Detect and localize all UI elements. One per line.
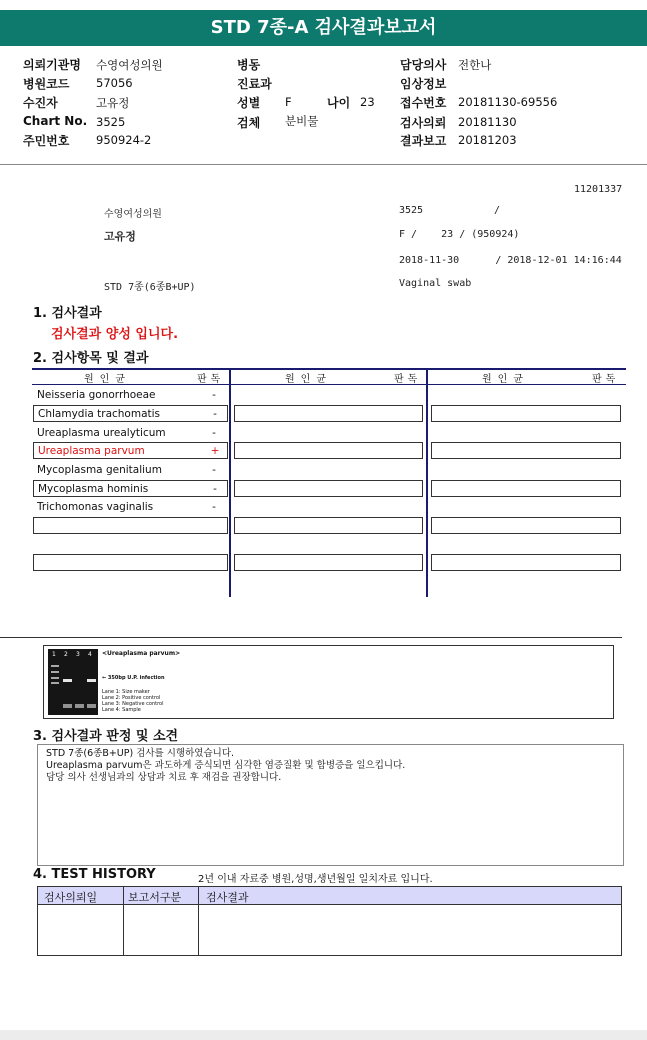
col-judge-header-1: 판독 [197,374,225,385]
gel-caption: <Ureaplasma parvum> [102,650,181,657]
print-sex-age: F / 23 / (950924) [399,229,520,240]
empty-result-box [234,480,423,497]
report-title: STD 7종-A 검사결과보고서 [0,10,647,46]
chart-no-value: 3525 [96,115,126,129]
organism-row [33,462,228,479]
organism-row [33,499,228,516]
resident-no-value: 950924-2 [96,133,152,147]
age-value: 23 [360,95,375,109]
chart-no-label: Chart No. [23,114,88,128]
history-col-header: 검사의뢰일 [44,891,98,904]
positive-control-band [63,679,72,682]
organism-result: - [212,464,216,476]
gel-band-label: ← 350bp U.P. infection [102,675,165,681]
opinion-line: Ureaplasma parvum은 과도하게 증식되면 심각한 염증질환 및 합병증을 일으킵니다. [46,760,406,771]
lane-label: 4 [88,651,92,658]
opinion-line: STD 7종(6종B+UP) 검사를 시행하였습니다. [46,748,235,759]
receipt-no-value: 20181130-69556 [458,95,558,109]
print-test: STD 7종(6종B+UP) [104,282,196,293]
gel-legend-item: Lane 2: Positive control [102,695,161,701]
col-judge-header-2: 판독 [394,374,422,385]
sample-band [87,679,96,682]
print-chart: 3525 [399,205,424,216]
col-organism-header-1: 원인균 [84,374,131,385]
department-label: 진료과 [237,77,272,91]
header-divider [0,164,647,165]
organism-row [33,480,228,497]
marker-band [51,665,59,667]
marker-band [51,671,59,673]
organism-result: + [210,445,220,457]
primer-band [75,704,84,708]
print-hospital: 수영여성의원 [104,209,162,220]
hospital-code-value: 57056 [96,76,133,90]
empty-result-box [431,554,621,571]
print-dates: 2018-11-30 / 2018-12-01 14:16:44 [399,255,622,266]
section4-heading: 4. TEST HISTORY [33,867,156,882]
empty-result-box [431,517,621,534]
organism-name: Mycoplasma hominis [38,483,149,495]
organism-name: Trichomonas vaginalis [37,501,154,513]
report-date-value: 20181203 [458,133,517,147]
empty-result-box [431,405,621,422]
opinion-box [37,744,624,866]
gel-legend-item: Lane 4: Sample [102,707,141,713]
history-col-header: 검사결과 [206,891,249,904]
organism-name: Chlamydia trachomatis [38,408,161,420]
report-date-label: 결과보고 [400,134,447,148]
section1-heading: 1. 검사결과 [33,306,102,321]
sex-value: F [285,95,292,109]
section2-heading: 2. 검사항목 및 결과 [33,351,149,366]
doctor-value: 전한나 [458,58,492,72]
patient-value: 고유정 [96,96,130,110]
col-organism-header-2: 원인균 [285,374,332,385]
organism-result: - [213,408,217,420]
organism-result: - [213,483,217,495]
organism-row [33,405,228,422]
empty-result-box [234,554,423,571]
clinical-info-label: 임상정보 [400,77,447,91]
primer-band [87,704,96,708]
print-patient: 고유정 [104,230,136,243]
empty-result-box [234,405,423,422]
empty-result-box [431,480,621,497]
positive-result-text: 검사결과 양성 입니다. [51,327,179,342]
history-note: 2년 이내 자료중 병원,성명,생년월일 일치자료 입니다. [198,874,433,885]
marker-band [51,682,59,684]
print-code: 11201337 [574,184,623,195]
receipt-no-label: 접수번호 [400,96,447,110]
organism-name: Ureaplasma parvum [38,445,145,457]
empty-result-box [33,517,228,534]
resident-no-label: 주민번호 [23,134,70,148]
ward-label: 병동 [237,58,261,72]
organism-row [33,425,228,442]
primer-band [63,704,72,708]
organism-result: - [212,501,216,513]
opinion-line: 담당 의사 선생님과의 상담과 치료 후 재검을 권장합니다. [46,772,282,783]
test-history-table [37,886,622,956]
section3-heading: 3. 검사결과 판정 및 소견 [33,729,179,744]
doctor-label: 담당의사 [400,58,447,72]
hospital-label: 의뢰기관명 [23,58,81,72]
footer-bar [0,1030,647,1040]
empty-result-box [431,442,621,459]
lane-label: 1 [52,651,56,658]
age-label: 나이 [327,96,351,110]
lane-label: 2 [64,651,68,658]
organism-name: Neisseria gonorrhoeae [37,389,156,401]
specimen-label: 검체 [237,116,261,130]
organism-result: - [212,427,216,439]
organism-name: Mycoplasma genitalium [37,464,162,476]
organism-row-positive [33,442,228,459]
grid-divider-1 [229,368,231,597]
request-date-label: 검사의뢰 [400,116,447,130]
report-header [0,50,647,166]
test-items-grid [32,368,626,598]
hospital-code-label: 병원코드 [23,77,70,91]
grid-divider-2 [426,368,428,597]
print-slash: / [494,205,501,216]
patient-label: 수진자 [23,96,58,110]
empty-result-box [234,442,423,459]
request-date-value: 20181130 [458,115,517,129]
lane-label: 3 [76,651,80,658]
col-judge-header-3: 판독 [592,374,620,385]
empty-result-box [234,517,423,534]
history-col-header: 보고서구분 [128,891,182,904]
sex-label: 성별 [237,96,261,110]
empty-result-box [33,554,228,571]
print-specimen: Vaginal swab [399,278,472,289]
gel-legend-item: Lane 3: Negative control [102,701,164,707]
organism-name: Ureaplasma urealyticum [37,427,166,439]
organism-result: - [212,389,216,401]
col-organism-header-3: 원인균 [482,374,529,385]
page-divider [0,637,622,638]
gel-image [48,649,98,715]
organism-row [33,387,228,404]
gel-electrophoresis-image [43,645,614,719]
marker-band [51,677,59,679]
specimen-value: 분비물 [285,114,319,128]
hospital-value: 수영여성의원 [96,58,163,72]
gel-legend-item: Lane 1: Size maker [102,689,150,695]
